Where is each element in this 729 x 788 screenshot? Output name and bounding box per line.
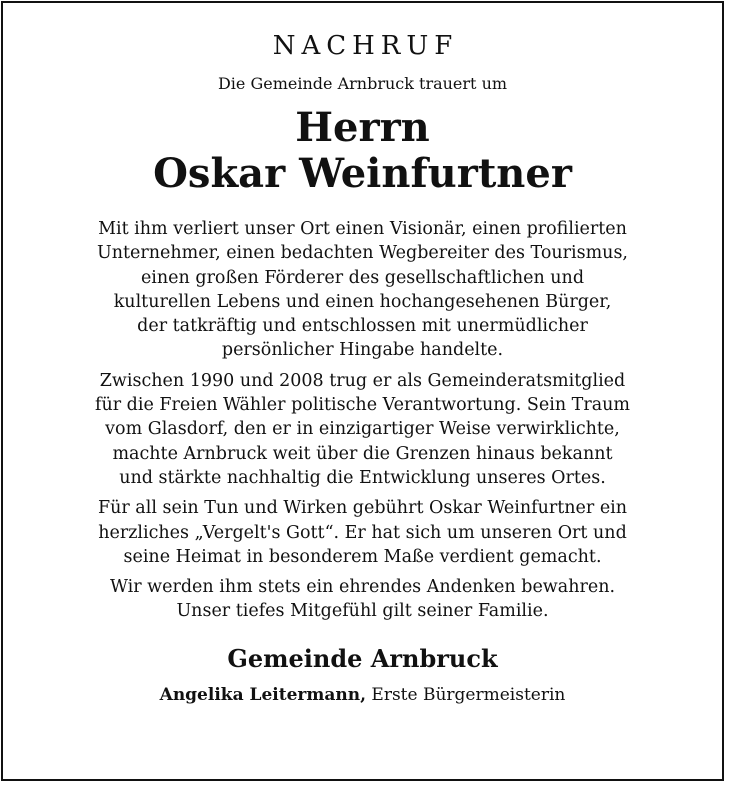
text-line: Unser tiefes Mitgefühl gilt seiner Familie.: [176, 601, 549, 622]
organization-name: Gemeinde Arnbruck: [227, 643, 498, 673]
deceased-salutation: Herrn: [295, 104, 430, 151]
text-line: persönlicher Hingabe handelte.: [221, 340, 504, 361]
text-line: einen großen Förderer des gesellschaftlichen und: [140, 267, 585, 288]
text-line: Unternehmer, einen bedachten Wegbereiter des Tourismus,: [97, 243, 628, 264]
notice-heading: NACHRUF: [272, 31, 459, 61]
notice-subheading: Die Gemeinde Arnbruck trauert um: [217, 74, 508, 93]
text-line: Wir werden ihm stets ein ehrendes Andenken bewahren.: [109, 577, 616, 598]
paragraph-council: [18, 369, 708, 490]
signature-line: [3, 684, 722, 706]
paragraph-gratitude: [18, 496, 708, 569]
text-line: für die Freien Wähler politische Verantwortung. Sein Traum: [94, 395, 630, 416]
obituary-content: [3, 3, 722, 706]
text-line: Zwischen 1990 und 2008 trug er als Gemeinderatsmitglied: [99, 370, 626, 391]
obituary-body: [18, 217, 708, 624]
text-line: der tatkräftig und entschlossen mit unermüdlicher: [137, 316, 588, 337]
deceased-name: Oskar Weinfurtner: [153, 150, 572, 197]
text-line: seine Heimat in besonderem Maße verdient gemacht.: [123, 546, 602, 567]
paragraph-tribute: [18, 217, 708, 363]
text-line: herzliches „Vergelt's Gott“. Er hat sich um unseren Ort und: [98, 522, 627, 543]
text-line: und stärkte nachhaltig die Entwicklung unseres Ortes.: [119, 467, 606, 488]
signer-title: Erste Bürgermeisterin: [371, 684, 566, 705]
text-line: machte Arnbruck weit über die Grenzen hinaus bekannt: [112, 443, 613, 464]
text-line: vom Glasdorf, den er in einzigartiger Weise verwirklichte,: [105, 419, 620, 440]
text-line: Für all sein Tun und Wirken gebührt Oskar Weinfurtner ein: [97, 498, 628, 519]
obituary-notice-frame: [1, 1, 724, 781]
text-line: kulturellen Lebens und einen hochangesehenen Bürger,: [113, 291, 612, 312]
text-line: Mit ihm verliert unser Ort einen Visionär, einen profilierten: [98, 219, 627, 239]
signer-name: Angelika Leitermann,: [159, 684, 366, 705]
paragraph-remembrance: [18, 575, 708, 624]
